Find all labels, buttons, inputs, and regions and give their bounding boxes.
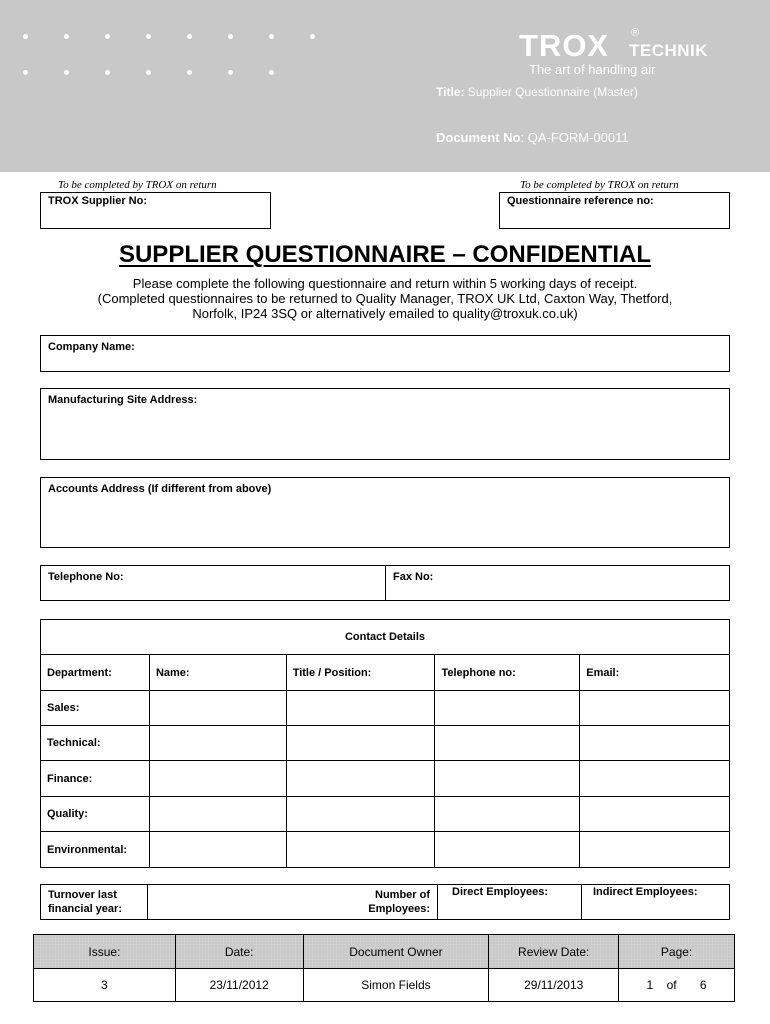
decorative-dots xyxy=(0,0,360,100)
intro-line-3: Norfolk, IP24 3SQ or alternatively emailed to quality@troxuk.co.uk) xyxy=(192,306,578,321)
header-title-position: Title / Position: xyxy=(286,655,435,691)
supplier-no-field[interactable] xyxy=(40,192,271,229)
contact-row-sales xyxy=(41,691,730,726)
quality-telephone-cell[interactable] xyxy=(435,797,580,832)
turnover-label-line-1: Turnover last xyxy=(48,889,117,901)
fax-field[interactable] xyxy=(385,565,730,601)
header-name: Name: xyxy=(149,655,286,691)
technical-email-cell[interactable] xyxy=(580,726,730,761)
company-name-label: Company Name: xyxy=(48,341,135,353)
header-document-no xyxy=(436,130,629,145)
footer-issue-value: 3 xyxy=(34,969,176,1002)
footer-header-issue: Issue: xyxy=(34,935,176,969)
page-of: of xyxy=(666,978,677,992)
technical-telephone-cell[interactable] xyxy=(435,726,580,761)
contact-row-environmental xyxy=(41,832,730,868)
header-title-label: Title: xyxy=(436,85,465,99)
row-label-technical: Technical: xyxy=(41,726,150,761)
turnover-label-line-2: financial year: xyxy=(48,903,122,915)
number-employees-line-2: Employees: xyxy=(368,903,430,915)
footer-date-value: 23/11/2012 xyxy=(175,969,303,1002)
footer-review-date-value: 29/11/2013 xyxy=(489,969,619,1002)
sales-name-cell[interactable] xyxy=(149,691,286,726)
quality-name-cell[interactable] xyxy=(149,797,286,832)
telephone-label: Telephone No: xyxy=(48,571,124,583)
tagline: The art of handling air xyxy=(529,62,656,77)
header-email: Email: xyxy=(580,655,730,691)
intro-line-1: Please complete the following questionnaire and return within 5 working days of receipt. xyxy=(132,276,638,291)
manufacturing-address-field[interactable] xyxy=(40,388,730,460)
turnover-label-cell xyxy=(40,884,148,920)
manufacturing-address-label: Manufacturing Site Address: xyxy=(48,394,198,406)
footer-header-date: Date: xyxy=(175,935,303,969)
row-label-sales: Sales: xyxy=(41,691,150,726)
header-title xyxy=(436,85,638,99)
document-control-footer xyxy=(33,934,735,1002)
sales-telephone-cell[interactable] xyxy=(435,691,580,726)
row-label-environmental: Environmental: xyxy=(41,832,150,868)
quality-email-cell[interactable] xyxy=(580,797,730,832)
left-completion-note: To be completed by TROX on return xyxy=(58,179,217,191)
quality-title-cell[interactable] xyxy=(286,797,435,832)
fax-label: Fax No: xyxy=(393,571,434,583)
logo-brand: TROX xyxy=(519,28,610,63)
page-total: 6 xyxy=(699,978,707,992)
page-title: SUPPLIER QUESTIONNAIRE – CONFIDENTIAL xyxy=(118,241,652,268)
footer-header-review-date: Review Date: xyxy=(489,935,619,969)
finance-title-cell[interactable] xyxy=(286,761,435,797)
supplier-no-label: TROX Supplier No: xyxy=(48,195,147,207)
sales-email-cell[interactable] xyxy=(580,691,730,726)
footer-header-owner: Document Owner xyxy=(303,935,489,969)
footer-header-page: Page: xyxy=(619,935,735,969)
header-telephone: Telephone no: xyxy=(435,655,580,691)
environmental-title-cell[interactable] xyxy=(286,832,435,868)
logo-suffix: TECHNIK xyxy=(629,41,709,60)
questionnaire-ref-label: Questionnaire reference no: xyxy=(507,195,654,207)
contact-details-table xyxy=(40,619,730,868)
finance-name-cell[interactable] xyxy=(149,761,286,797)
header-docno-label: Document No xyxy=(436,130,521,145)
direct-employees-label: Direct Employees: xyxy=(452,886,548,898)
logo-registered-mark: ® xyxy=(631,27,640,39)
telephone-field[interactable] xyxy=(40,565,386,601)
document-header xyxy=(0,0,770,172)
contact-caption-row xyxy=(41,620,730,655)
number-employees-line-1: Number of xyxy=(375,889,430,901)
contact-row-quality xyxy=(41,797,730,832)
questionnaire-ref-field[interactable] xyxy=(499,192,730,229)
header-docno-value: : QA-FORM-00011 xyxy=(520,130,629,145)
page-current: 1 xyxy=(646,978,654,992)
contact-row-technical xyxy=(41,726,730,761)
environmental-email-cell[interactable] xyxy=(580,832,730,868)
finance-telephone-cell[interactable] xyxy=(435,761,580,797)
company-name-field[interactable] xyxy=(40,335,730,372)
contact-header-row xyxy=(41,655,730,691)
footer-owner-value: Simon Fields xyxy=(303,969,489,1002)
direct-employees-field[interactable] xyxy=(437,884,582,920)
footer-value-row xyxy=(34,969,735,1002)
row-label-quality: Quality: xyxy=(41,797,150,832)
header-title-value: Supplier Questionnaire (Master) xyxy=(467,85,638,99)
contact-details-caption: Contact Details xyxy=(41,620,730,655)
right-completion-note: To be completed by TROX on return xyxy=(520,179,679,191)
header-department: Department: xyxy=(41,655,150,691)
environmental-telephone-cell[interactable] xyxy=(435,832,580,868)
accounts-address-label: Accounts Address (If different from above) xyxy=(48,483,272,495)
contact-row-finance xyxy=(41,761,730,797)
sales-title-cell[interactable] xyxy=(286,691,435,726)
accounts-address-field[interactable] xyxy=(40,477,730,548)
indirect-employees-field[interactable] xyxy=(581,884,730,920)
footer-page-value xyxy=(619,969,735,1002)
turnover-field[interactable] xyxy=(147,884,438,920)
technical-name-cell[interactable] xyxy=(149,726,286,761)
environmental-name-cell[interactable] xyxy=(149,832,286,868)
row-label-finance: Finance: xyxy=(41,761,150,797)
technical-title-cell[interactable] xyxy=(286,726,435,761)
finance-email-cell[interactable] xyxy=(580,761,730,797)
indirect-employees-label: Indirect Employees: xyxy=(593,886,698,898)
intro-line-2: (Completed questionnaires to be returned to Quality Manager, TROX UK Ltd, Caxton Way, Thetford, xyxy=(97,291,673,306)
footer-header-row xyxy=(34,935,735,969)
